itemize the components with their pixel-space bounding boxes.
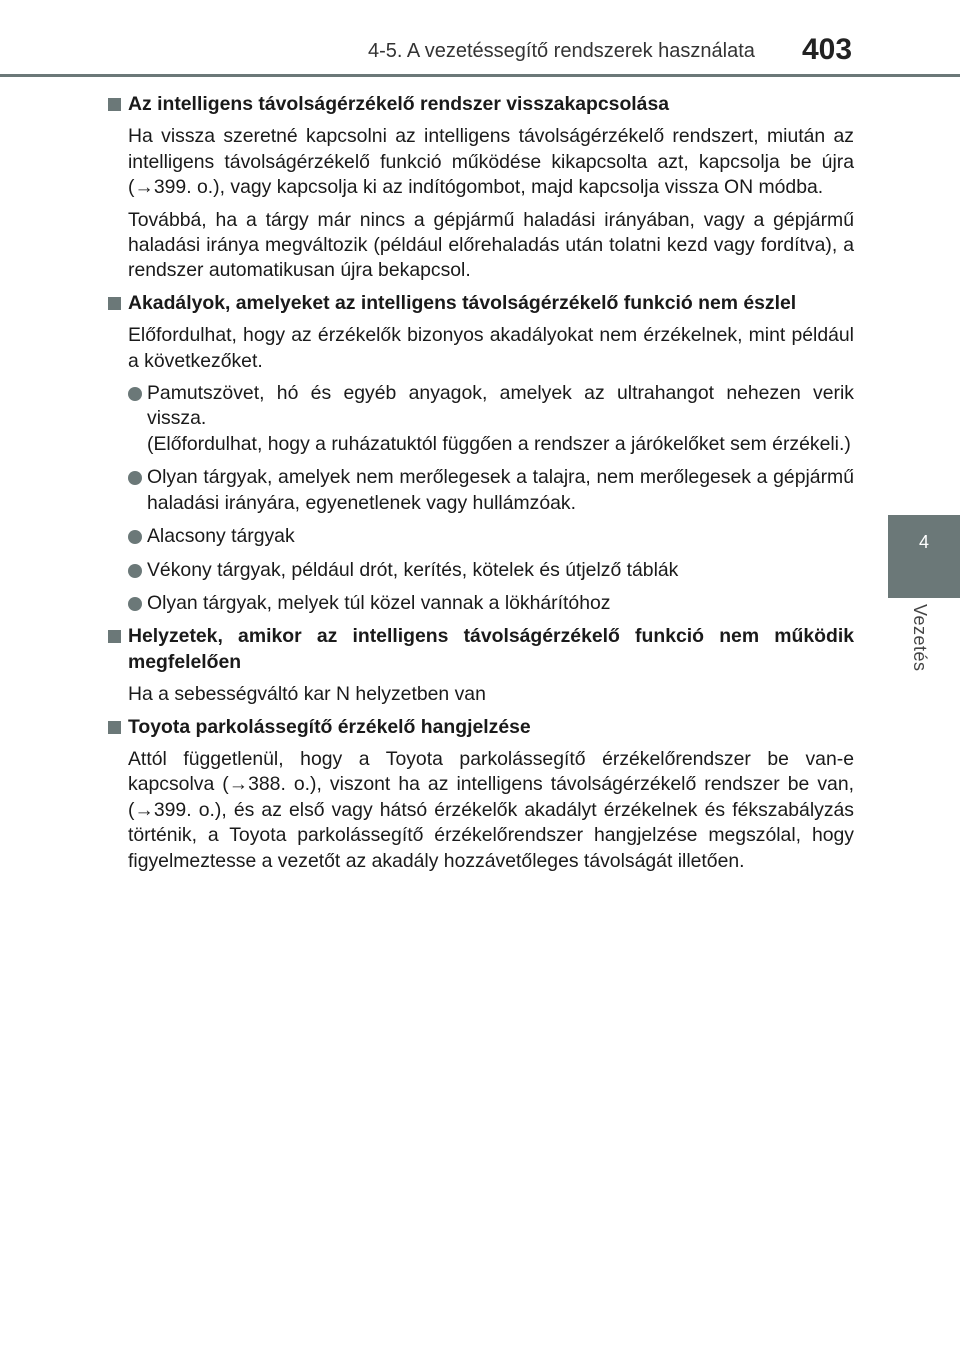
body-paragraph: Továbbá, ha a tárgy már nincs a gépjármű haladási irányában, vagy a gépjármű haladási iránya megváltozik (például előrehaladás után tolatni kezd vagy fordítva), a rendszer automatikusan újra bekapcsol. <box>128 208 854 282</box>
section-heading <box>108 291 854 316</box>
list-item-text: Alacsony tárgyak <box>147 525 295 548</box>
list-item <box>128 591 854 616</box>
list-item <box>128 381 854 457</box>
list-item-text: Olyan tárgyak, amelyek nem merőlegesek a talajra, nem merőlegesek a gépjármű haladási irányára, egyenetlenek vagy hullámzóak. <box>147 466 854 514</box>
list-item-text: Vékony tárgyak, például drót, kerítés, kötelek és útjelző táblák <box>147 558 679 581</box>
section-heading <box>108 715 854 740</box>
circle-bullet-icon <box>128 564 142 578</box>
square-bullet-icon <box>108 630 121 643</box>
circle-bullet-icon <box>128 530 142 544</box>
section-heading-text: Akadályok, amelyeket az intelligens távolságérzékelő funkció nem észlel <box>128 291 797 314</box>
section-heading-text: Toyota parkolássegítő érzékelő hangjelzése <box>128 715 531 738</box>
section-heading <box>108 624 854 675</box>
list-item-text: Olyan tárgyak, melyek túl közel vannak a lökhárítóhoz <box>147 591 611 614</box>
chapter-label: Vezetés <box>910 604 930 672</box>
header-rule <box>0 74 960 77</box>
square-bullet-icon <box>108 297 121 310</box>
list-item <box>128 524 854 549</box>
body-paragraph: Előfordulhat, hogy az érzékelők bizonyos akadályokat nem érzékelnek, mint például a következőket. <box>128 324 854 372</box>
chapter-tab <box>888 515 960 598</box>
circle-bullet-icon <box>128 597 142 611</box>
chapter-number: 4 <box>918 532 929 552</box>
section-heading <box>108 92 854 117</box>
page-number: 403 <box>802 33 853 66</box>
circle-bullet-icon <box>128 387 142 401</box>
list-item <box>128 558 854 583</box>
section-title: 4-5. A vezetéssegítő rendszerek használata <box>368 40 755 62</box>
page-content <box>108 92 854 881</box>
list-item <box>128 465 854 516</box>
square-bullet-icon <box>108 721 121 734</box>
circle-bullet-icon <box>128 471 142 485</box>
list-item-note: (Előfordulhat, hogy a ruházatuktól függően a rendszer a járókelőket sem érzékeli.) <box>147 432 851 455</box>
section-heading-text: Helyzetek, amikor az intelligens távolságérzékelő funkció nem működik megfelelően <box>128 625 854 673</box>
square-bullet-icon <box>108 98 121 111</box>
body-paragraph: Ha vissza szeretné kapcsolni az intelligens távolságérzékelő rendszert, miután az intelligens távolságérzékelő funkció működése kikapcsolta azt, kapcsolja be újra (→399. o.), vagy kapcsolja ki az indítógombot, majd kapcsolja vissza ON módba. <box>128 125 854 199</box>
body-paragraph: Ha a sebességváltó kar N helyzetben van <box>128 683 486 706</box>
bullet-list <box>128 381 854 616</box>
section-heading-text: Az intelligens távolságérzékelő rendszer visszakapcsolása <box>128 93 670 115</box>
body-paragraph: Attól függetlenül, hogy a Toyota parkolássegítő érzékelőrendszer be van-e kapcsolva (→388. o.), viszont ha az intelligens távolságérzékelő rendszer be van, (→399. o.), és az első vagy hátsó érzékelők akadályt érzékelnek és fékszabályzás történik, a Toyota parkolássegítő érzékelőrendszer hangjelzése megszólal, hogy figyelmeztesse a vezetőt az akadály hozzávetőleges távolságát illetően. <box>128 747 854 872</box>
list-item-text: Pamutszövet, hó és egyéb anyagok, amelyek az ultrahangot nehezen verik vissza. <box>147 382 854 430</box>
